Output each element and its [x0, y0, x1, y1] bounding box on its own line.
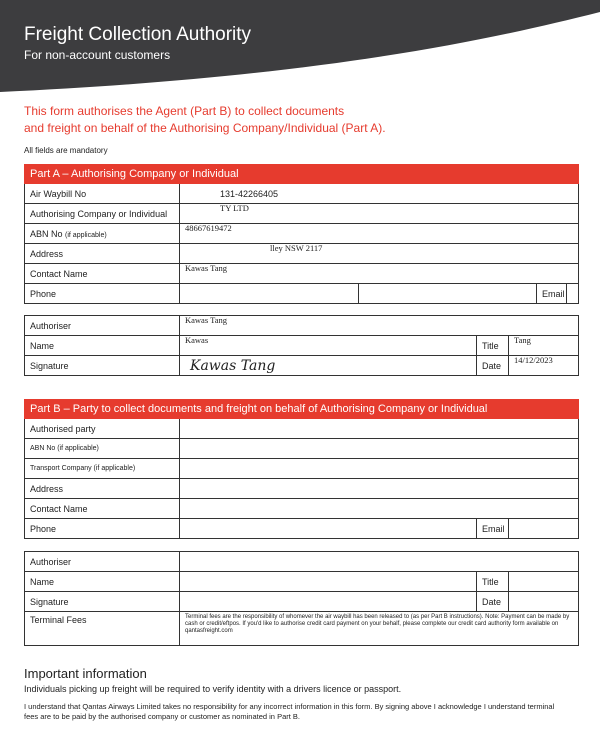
email-field[interactable] [567, 284, 579, 304]
phone-label: Phone [25, 284, 180, 304]
intro-text [24, 103, 386, 137]
abn-value: 48667619472 [185, 223, 232, 233]
air-waybill-label: Air Waybill No [25, 184, 180, 204]
title-value: Tang [514, 335, 531, 345]
header-banner [0, 0, 600, 92]
b-authoriser-label: Authoriser [25, 552, 180, 572]
b-signature-field[interactable] [180, 592, 477, 612]
part-b-authoriser-table [24, 551, 579, 646]
b-email-label: Email [477, 519, 509, 539]
contact-label: Contact Name [25, 264, 180, 284]
part-a-title: Part A – Authorising Company or Individual [25, 165, 579, 184]
phone-field[interactable] [180, 284, 359, 304]
abn-field[interactable] [180, 224, 579, 244]
b-contact-field[interactable] [180, 499, 579, 519]
form-title: Freight Collection Authority [24, 24, 252, 45]
header-swoosh [0, 0, 600, 92]
b-address-label: Address [25, 479, 180, 499]
form-subtitle: For non-account customers [24, 48, 171, 62]
address-value: lley NSW 2117 [270, 243, 323, 253]
part-a-table [24, 164, 579, 304]
transport-field[interactable] [180, 459, 579, 479]
intro-line-2: and freight on behalf of the Authorising Company/Individual (Part A). [24, 121, 386, 135]
b-abn-label: ABN No (if applicable) [25, 439, 180, 459]
company-label: Authorising Company or Individual [25, 204, 180, 224]
abn-label: ABN No (if applicable) [25, 224, 180, 244]
signature-field[interactable] [180, 356, 477, 376]
terminal-fees-label: Terminal Fees [25, 612, 180, 646]
company-field[interactable] [180, 204, 579, 224]
authoriser-field[interactable] [180, 316, 579, 336]
important-title: Important information [24, 666, 147, 681]
intro-line-1: This form authorises the Agent (Part B) to collect documents [24, 104, 345, 118]
part-b-title: Part B – Party to collect documents and freight on behalf of Authorising Company or Individual [25, 400, 579, 419]
date-value: 14/12/2023 [514, 355, 553, 365]
mandatory-note: All fields are mandatory [24, 146, 108, 155]
b-date-field[interactable] [509, 592, 579, 612]
important-line-2: I understand that Qantas Airways Limited takes no responsibility for any incorrect information in this form. By signing above I acknowledge I understand terminal fees are to be paid by the authorised company or customer as nominated in Part B. [24, 702, 555, 721]
air-waybill-value: 131-42266405 [220, 188, 279, 199]
b-email-field[interactable] [509, 519, 579, 539]
authorised-party-field[interactable] [180, 419, 579, 439]
b-address-field[interactable] [180, 479, 579, 499]
terminal-fees-note: Terminal fees are the responsibility of whomever the air waybill has been released to (as per Part B instructions). Note: Payment can be made by cash or credit/eftpos. If you'd like to authorise credit card payment on your behalf, please complete our credit card authority form available on qantasfreight.com [180, 612, 579, 646]
signature-label: Signature [25, 356, 180, 376]
part-b-table [24, 399, 579, 539]
address-label: Address [25, 244, 180, 264]
address-field[interactable] [180, 244, 579, 264]
authoriser-value: Kawas Tang [185, 315, 227, 325]
b-authoriser-field[interactable] [180, 552, 579, 572]
b-abn-field[interactable] [180, 439, 579, 459]
date-label: Date [477, 356, 509, 376]
name-value: Kawas [185, 335, 209, 345]
signature-value: Kawas Tang [190, 357, 276, 374]
b-name-label: Name [25, 572, 180, 592]
authorised-party-label: Authorised party [25, 419, 180, 439]
b-title-field[interactable] [509, 572, 579, 592]
b-date-label: Date [477, 592, 509, 612]
air-waybill-field[interactable] [180, 184, 579, 204]
important-line-1: Individuals picking up freight will be required to verify identity with a drivers licence or passport. [24, 684, 402, 694]
phone-field-ext[interactable] [359, 284, 537, 304]
b-signature-label: Signature [25, 592, 180, 612]
b-contact-label: Contact Name [25, 499, 180, 519]
date-field[interactable] [509, 356, 579, 376]
b-phone-field[interactable] [180, 519, 477, 539]
b-phone-label: Phone [25, 519, 180, 539]
authoriser-label: Authoriser [25, 316, 180, 336]
name-field[interactable] [180, 336, 477, 356]
company-value: TY LTD [220, 203, 249, 213]
transport-label: Transport Company (if applicable) [25, 459, 180, 479]
contact-value: Kawas Tang [185, 263, 227, 273]
email-label: Email [537, 284, 567, 304]
part-a-authoriser-table [24, 315, 579, 376]
b-title-label: Title [477, 572, 509, 592]
b-name-field[interactable] [180, 572, 477, 592]
title-field[interactable] [509, 336, 579, 356]
title-label: Title [477, 336, 509, 356]
name-label: Name [25, 336, 180, 356]
contact-field[interactable] [180, 264, 579, 284]
